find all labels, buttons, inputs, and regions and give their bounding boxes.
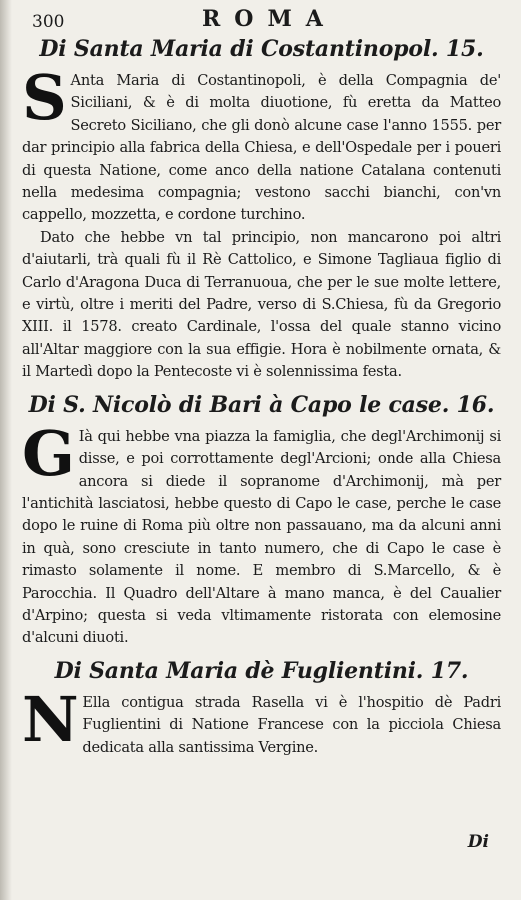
paragraph-text: Ià qui hebbe vna piazza la famiglia, che degl'Archimonij si disse, e poi corrottamente degl'Arcioni; onde alla Chiesa ancora si diede il sopranome d'Archimonij, mà per l'antichità lasciatosi, hebbe questo di Capo le case, perche le case dopo le ruine di Roma più oltre non passauano, ma da alcuni anni in quà, sono cresciute in tanto numero, che di Capo le case è rimasto solamente il nome. E membro di S.Marcello, & è Parocchia. Il Quadro dell'Altare à mano manca, è del Caualier d'Arpino; questa si veda vltimamente ristorata con elemosine d'alcuni diuoti. xyxy=(22,427,501,647)
running-head xyxy=(22,6,501,36)
binding-shadow xyxy=(0,0,12,900)
section-title: Di Santa Maria di Costantinopol. 15. xyxy=(39,36,484,62)
paragraph-text: Dato che hebbe vn tal principio, non mancarono poi altri d'aiutarli, trà quali fù il Rè Cattolico, e Simone Tagliaua figlio di Carlo d'Aragona Duca di Terranuoua, che per le sue molte lettere, e virtù, oltre i meriti del Padre, verso di S.Chiesa, fù da Gregorio XIII. il 1578. creato Cardinale, l'ossa del quale stanno vicino all'Altar maggiore con la sua effigie. Hora è nobilmente ornata, & il Martedì dopo la Pentecoste vi è solennissima festa. xyxy=(22,228,501,381)
section-title: Di S. Nicolò di Bari à Capo le case. 16. xyxy=(28,391,495,418)
paragraph xyxy=(22,227,501,384)
section-16 xyxy=(22,392,501,650)
paragraph xyxy=(22,416,501,650)
catchword: Di xyxy=(467,832,489,852)
drop-capital: S xyxy=(22,61,67,134)
section-title: Di Santa Maria dè Fuglientini. 17. xyxy=(54,657,469,684)
paragraph-text: Ella contigua strada Rasella vi è l'hospitio dè Padri Fuglientini di Natione Francese con la picciola Chiesa dedicata alla santissima Vergine. xyxy=(82,693,501,756)
drop-capital: N xyxy=(22,682,79,756)
section-15 xyxy=(22,36,501,384)
running-head-title: ROMA xyxy=(202,6,337,32)
paragraph xyxy=(22,61,501,227)
section-17 xyxy=(22,658,501,759)
paragraph xyxy=(22,682,501,759)
drop-capital: G xyxy=(22,416,75,490)
paragraph-text: Anta Maria di Costantinopoli, è della Compagnia de' Siciliani, & è di molta diuotione, fù eretta da Matteo Secreto Siciliano, che gli donò alcune case l'anno 1555. per dar principio alla fabrica della Chiesa, e dell'Ospedale per i poueri di questa Natione, come anco della natione Catalana contenuti nella medesima compagnia; vestono sacchi bianchi, con'vn cappello, mozzetta, e cordone turchino. xyxy=(22,72,501,224)
page-number: 300 xyxy=(32,12,65,32)
